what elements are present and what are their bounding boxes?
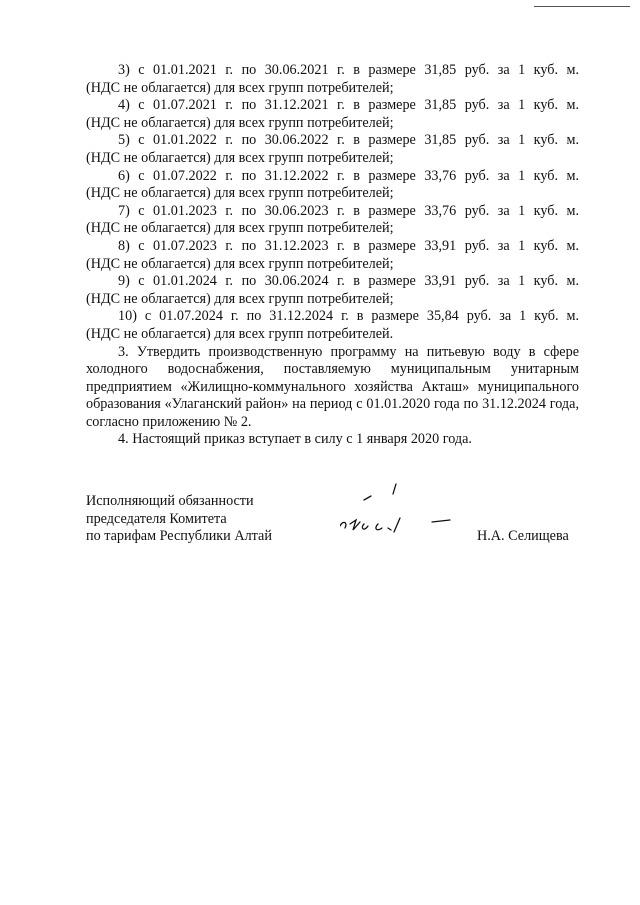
tariff-item: 9) с 01.01.2024 г. по 30.06.2024 г. в размере 33,91 руб. за 1 куб. м. xyxy=(118,273,579,290)
tariff-item-vat-note: (НДС не облагается) для всех групп потребителей; xyxy=(86,290,394,307)
tariff-item-vat-note: (НДС не облагается) для всех групп потребителей. xyxy=(86,325,394,342)
tariff-item: 10) с 01.07.2024 г. по 31.12.2024 г. в размере 35,84 руб. за 1 куб. м. xyxy=(118,308,579,325)
tariff-item-vat-note: (НДС не облагается) для всех групп потребителей; xyxy=(86,149,394,166)
signatory-name: Н.А. Селищева xyxy=(477,528,569,544)
tariff-item: 7) с 01.01.2023 г. по 30.06.2023 г. в размере 33,76 руб. за 1 куб. м. xyxy=(118,202,579,219)
tariff-item: 4) с 01.07.2021 г. по 31.12.2021 г. в размере 31,85 руб. за 1 куб. м. xyxy=(118,97,579,114)
tariff-item-vat-note: (НДС не облагается) для всех групп потребителей; xyxy=(86,255,394,272)
handwritten-signature xyxy=(340,480,480,540)
signatory-line-3: по тарифам Республики Алтай xyxy=(86,528,272,545)
tariff-item-vat-note: (НДС не облагается) для всех групп потребителей; xyxy=(86,220,394,237)
top-rule xyxy=(534,6,630,7)
document-body xyxy=(86,62,579,449)
tariff-item-vat-note: (НДС не облагается) для всех групп потребителей; xyxy=(86,79,394,96)
tariff-item: 3) с 01.01.2021 г. по 30.06.2021 г. в размере 31,85 руб. за 1 куб. м. xyxy=(118,62,579,78)
signatory-line-2: председателя Комитета xyxy=(86,510,227,527)
tariff-item: 5) с 01.01.2022 г. по 30.06.2022 г. в размере 31,85 руб. за 1 куб. м. xyxy=(118,132,579,149)
clause-3: 3. Утвердить производственную программу на питьевую воду в сфере холодного водоснабжения, поставляемую муниципальным унитарным предприятием «Жилищно-коммунального хозяйства Акташ» муниципального образования «Улаганский район» на период с 01.01.2020 года по 31.12.2024 года, согласно приложению № 2. xyxy=(86,343,579,430)
signatory-title xyxy=(86,493,272,546)
tariff-item-vat-note: (НДС не облагается) для всех групп потребителей; xyxy=(86,185,394,202)
tariff-list xyxy=(86,62,579,344)
tariff-item: 6) с 01.07.2022 г. по 31.12.2022 г. в размере 33,76 руб. за 1 куб. м. xyxy=(118,167,579,184)
tariff-item-vat-note: (НДС не облагается) для всех групп потребителей; xyxy=(86,114,394,131)
signatory-line-1: Исполняющий обязанности xyxy=(86,493,254,509)
tariff-item: 8) с 01.07.2023 г. по 31.12.2023 г. в размере 33,91 руб. за 1 куб. м. xyxy=(118,237,579,254)
clause-4: 4. Настоящий приказ вступает в силу с 1 января 2020 года. xyxy=(118,431,472,448)
